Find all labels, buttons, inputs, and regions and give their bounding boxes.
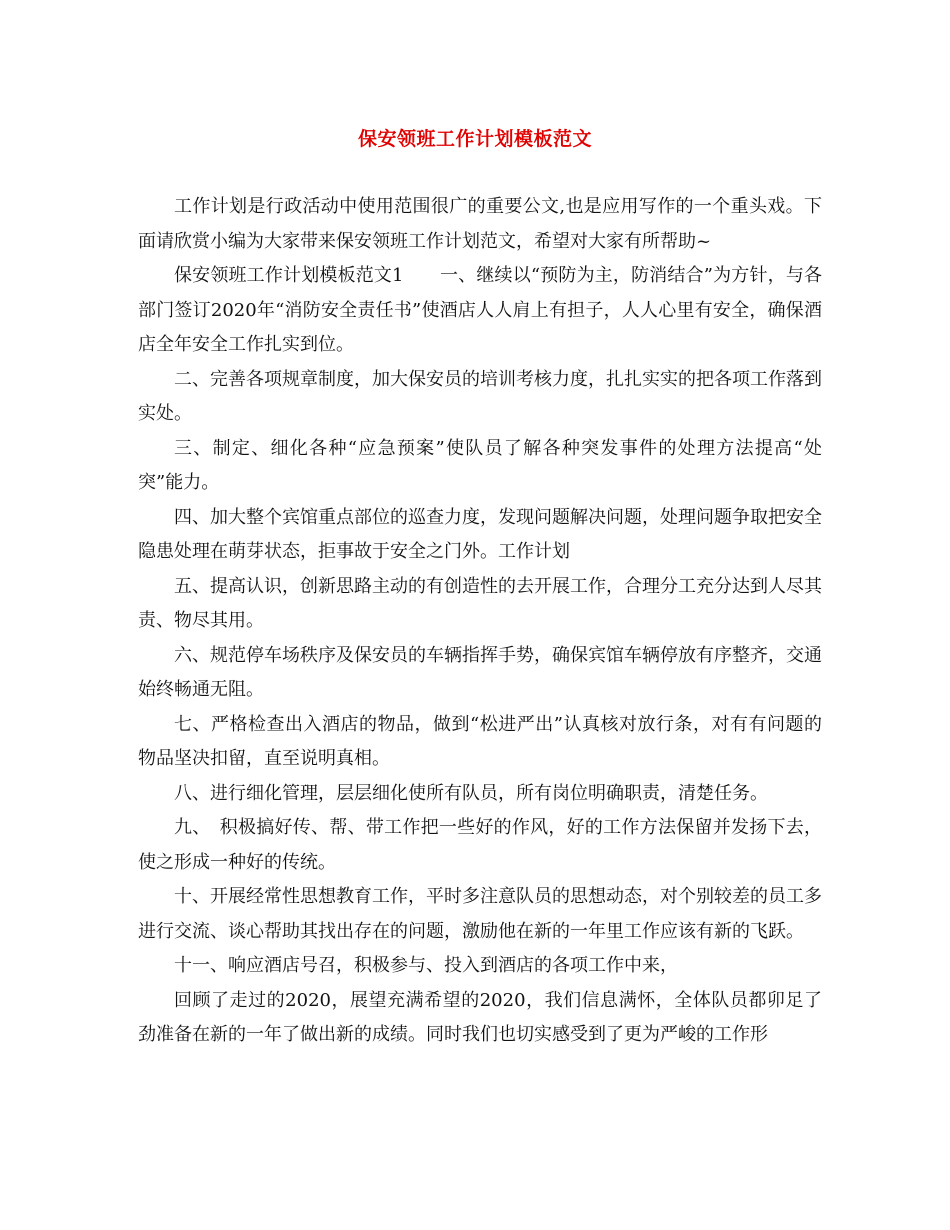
paragraph-item-2: 二、完善各项规章制度，加大保安员的培训考核力度，扎扎实实的把各项工作落到实处。 [138,368,822,424]
paragraph-item-8: 八、进行细化管理，层层细化使所有队员，所有岗位明确职责，清楚任务。 [174,782,768,804]
paragraph-item-10: 十、开展经常性思想教育工作，平时多注意队员的思想动态，对个别较差的员工多进行交流、谈心帮助其找出存在的问题，激励他在新的一年里工作应该有新的飞跃。 [138,886,822,942]
paragraph-item-6: 六、规范停车场秩序及保安员的车辆指挥手势，确保宾馆车辆停放有序整齐，交通始终畅通无阻。 [138,644,822,700]
document-body [138,190,822,1053]
paragraph-item-1: 保安领班工作计划模板范文1 一、继续以“预防为主，防消结合”为方针，与各部门签订2020年“消防安全责任书”使酒店人人肩上有担子，人人心里有安全，确保酒店全年安全工作扎实到位。 [138,265,822,355]
paragraph-item-4: 四、加大整个宾馆重点部位的巡查力度，发现问题解决问题，处理问题争取把安全隐患处理在萌芽状态，拒事故于安全之门外。工作计划 [138,506,822,562]
paragraph-item-11: 十一、响应酒店号召，积极参与、投入到酒店的各项工作中来， [174,955,678,976]
paragraph-item-9: 九、 积极搞好传、帮、带工作把一些好的作风，好的工作方法保留并发扬下去，使之形成一种好的传统。 [138,817,822,873]
paragraph-intro: 工作计划是行政活动中使用范围很广的重要公文,也是应用写作的一个重头戏。下面请欣赏小编为大家带来保安领班工作计划范文，希望对大家有所帮助~ [138,196,822,252]
document-title: 保安领班工作计划模板范文 [357,128,592,150]
paragraph-review: 回顾了走过的2020，展望充满希望的2020，我们信息满怀，全体队员都卯足了劲准备在新的一年了做出新的成绩。同时我们也切实感受到了更为严峻的工作形 [138,989,822,1045]
paragraph-item-7: 七、严格检查出入酒店的物品，做到“松进严出”认真核对放行条，对有有问题的物品坚决扣留，直至说明真相。 [138,713,822,769]
paragraph-item-3: 三、制定、细化各种“应急预案”使队员了解各种突发事件的处理方法提高“处突”能力。 [138,437,822,493]
paragraph-item-5: 五、提高认识，创新思路主动的有创造性的去开展工作，合理分工充分达到人尽其责、物尽其用。 [138,575,822,631]
